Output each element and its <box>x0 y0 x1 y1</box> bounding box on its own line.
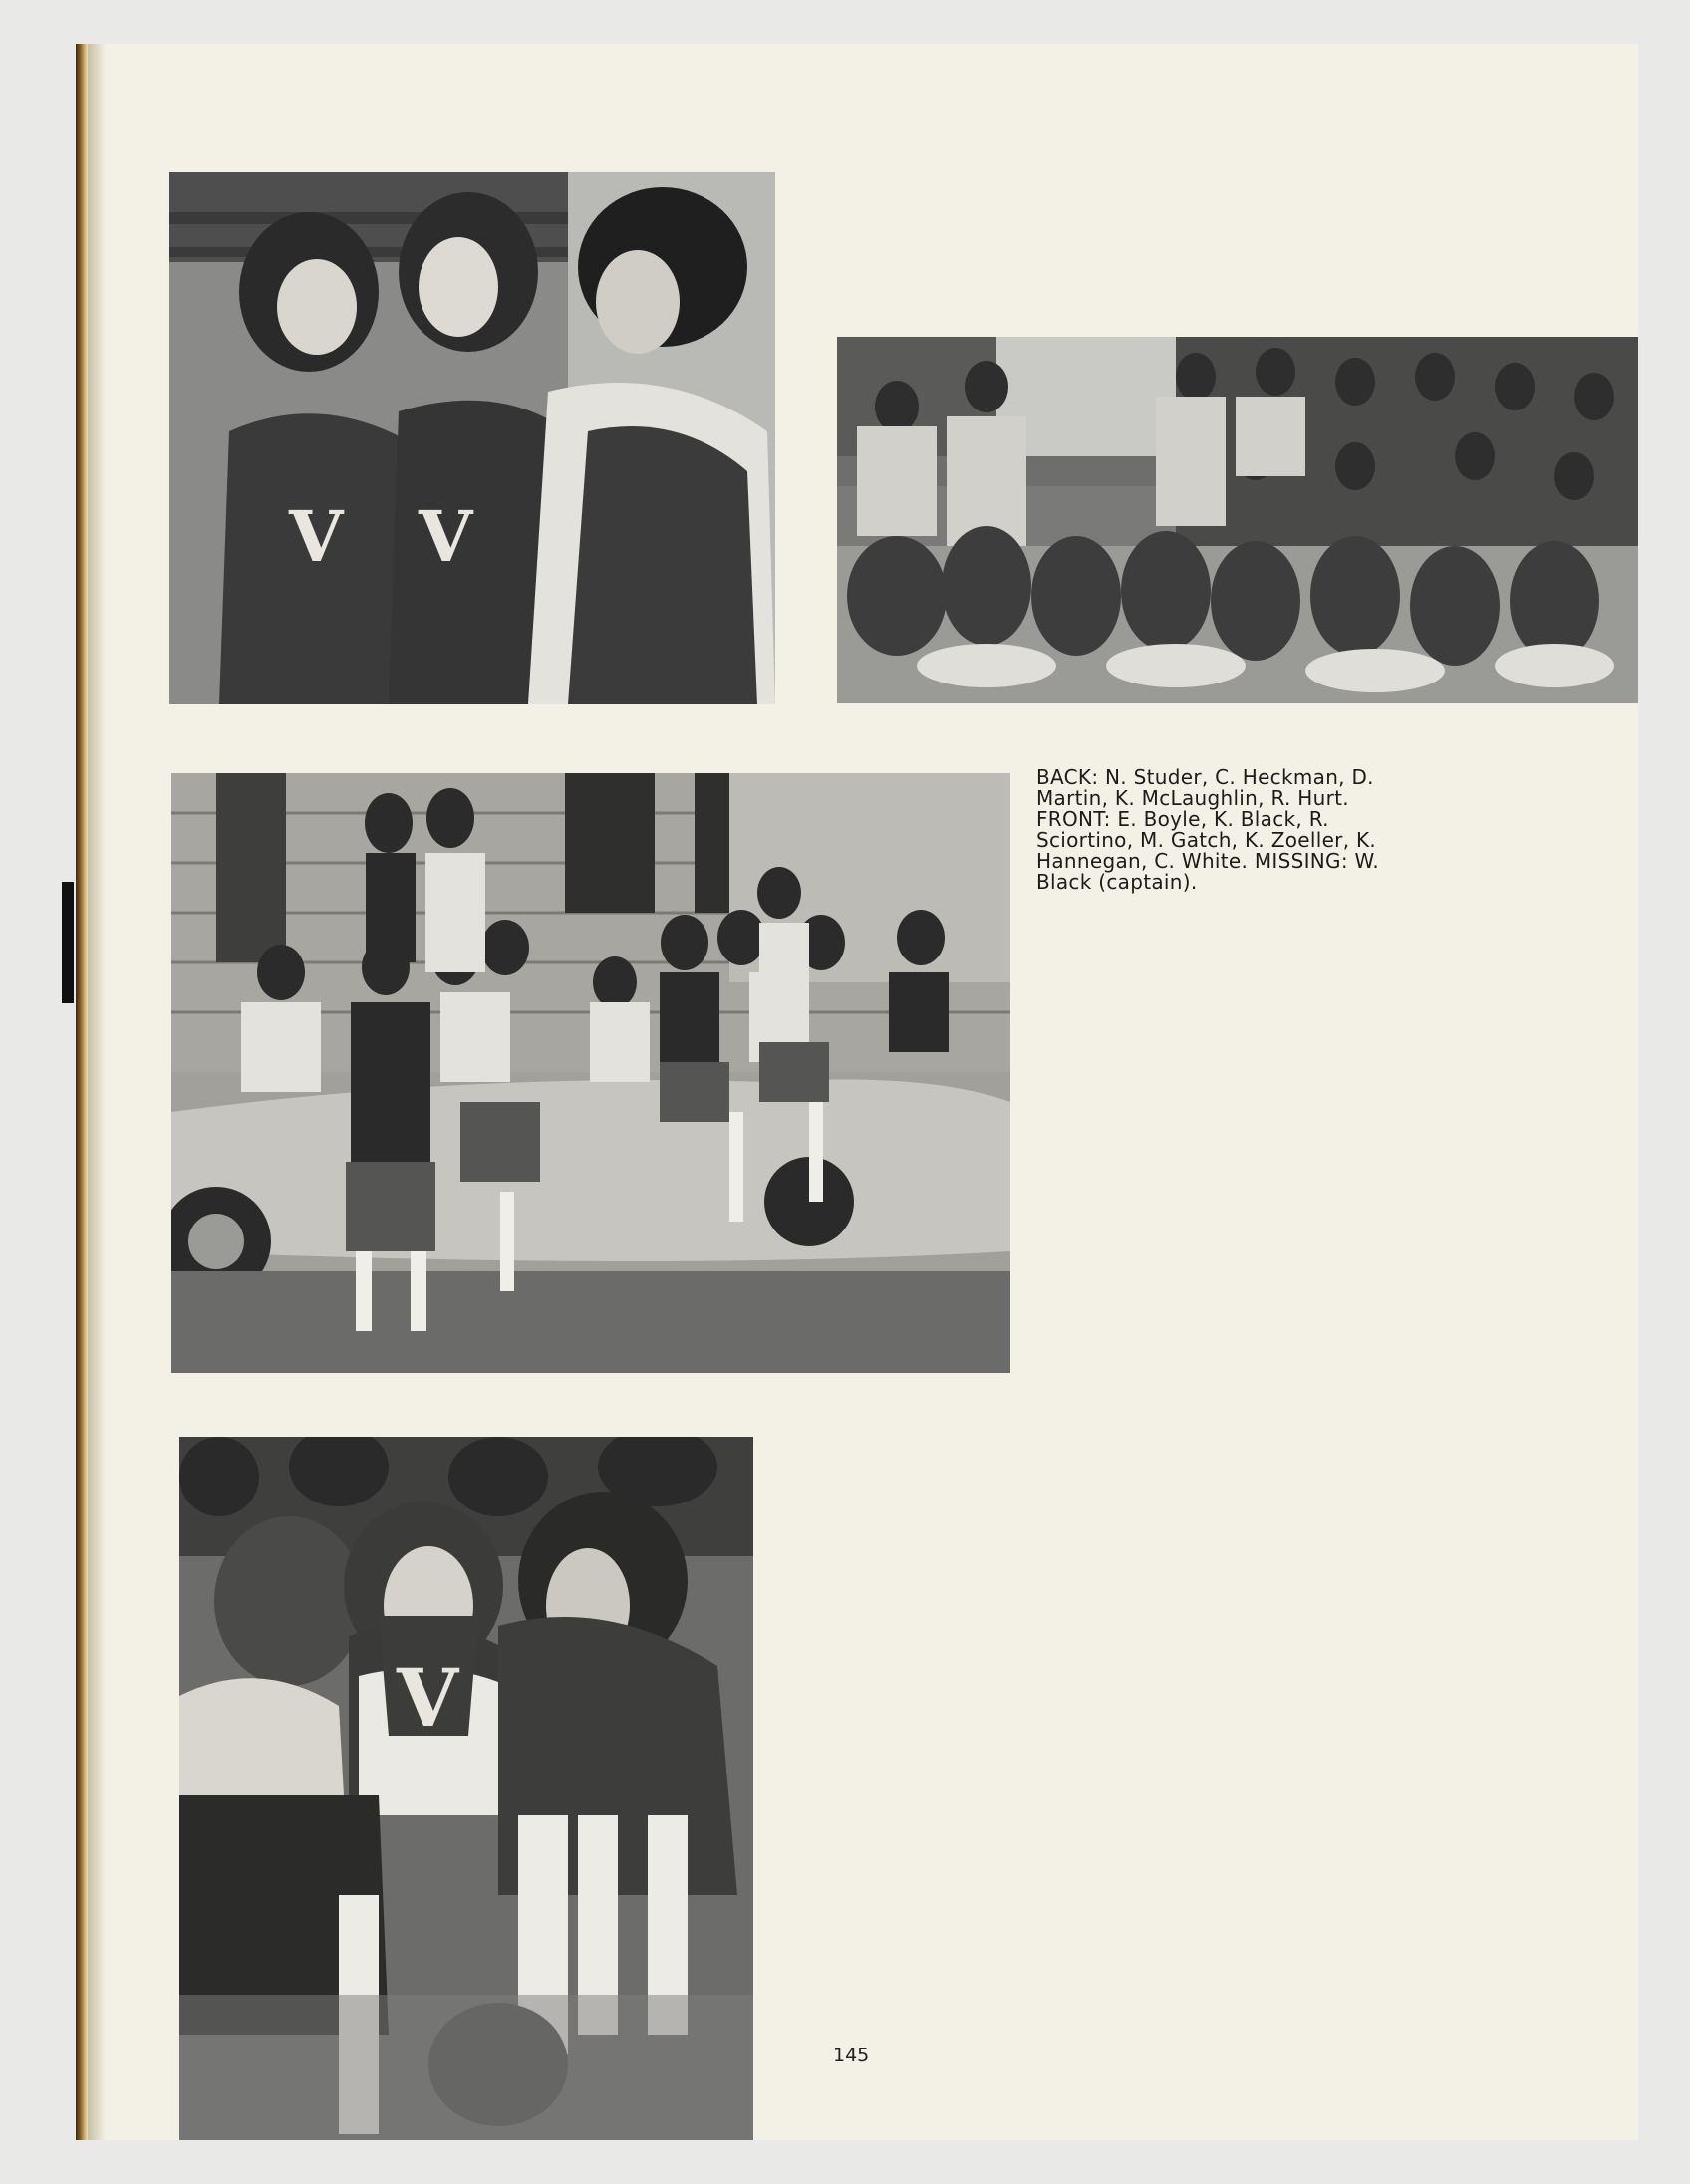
photo-players-bench <box>179 1437 753 2140</box>
photo-cheerleaders-closeup <box>169 172 775 704</box>
team-roster-caption: BACK: N. Studer, C. Heckman, D. Martin, K. McLaughlin, R. Hurt. FRONT: E. Boyle, K. Black, R. Sciortino, M. Gatch, K. Zoeller, K. Hannegan, C. White. MISSING: W. Black (captain). <box>1036 765 1379 894</box>
binding-tab <box>62 882 74 1003</box>
svg-text:V: V <box>397 1651 459 1745</box>
binding-edge <box>76 44 88 2140</box>
photo-bleachers-crowd <box>837 337 1638 703</box>
photo-team-on-car <box>171 773 1010 1373</box>
svg-text:V: V <box>289 495 344 578</box>
svg-text:V: V <box>419 495 473 578</box>
spine-shadow <box>88 44 106 2140</box>
page-number: 145 <box>833 2045 870 2066</box>
